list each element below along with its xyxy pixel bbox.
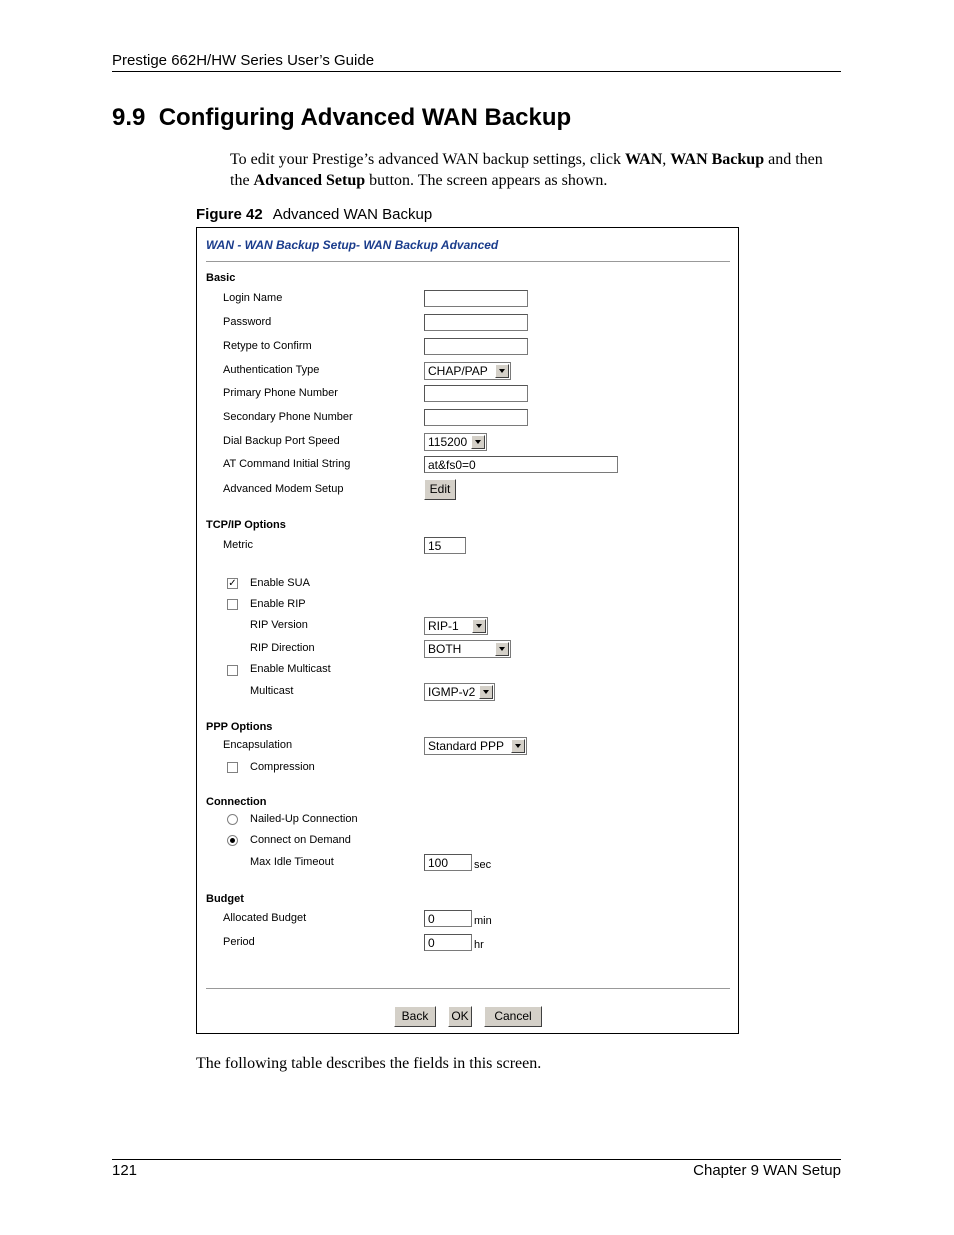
at-command-input[interactable] <box>424 456 618 473</box>
section-number: 9.9 <box>112 104 146 131</box>
multicast-label: Multicast <box>250 685 294 697</box>
edit-modem-button[interactable]: Edit <box>424 479 456 500</box>
encapsulation-value: Standard PPP <box>428 739 505 753</box>
period-input[interactable] <box>424 934 472 951</box>
period-label: Period <box>223 936 255 948</box>
modem-setup-label: Advanced Modem Setup <box>223 483 344 495</box>
rip-version-value: RIP-1 <box>428 619 459 633</box>
outro-paragraph: The following table describes the fields in this screen. <box>196 1055 542 1072</box>
chapter-footer: Chapter 9 WAN Setup <box>693 1162 841 1179</box>
figure-caption <box>196 206 432 223</box>
enable-multicast-label: Enable Multicast <box>250 663 331 675</box>
section-title: Configuring Advanced WAN Backup <box>158 104 572 131</box>
figure-label: Figure 42 <box>196 206 263 223</box>
chevron-down-icon <box>495 642 509 656</box>
figure-caption-text: Advanced WAN Backup <box>272 206 433 223</box>
auth-type-select[interactable] <box>424 362 511 380</box>
chevron-down-icon <box>472 619 486 633</box>
password-input[interactable] <box>424 314 528 331</box>
section-heading <box>112 104 571 132</box>
nailed-up-radio[interactable] <box>227 814 238 825</box>
rip-version-select[interactable] <box>424 617 488 635</box>
intro-text-4: button. The screen appears as shown. <box>365 172 608 189</box>
password-label: Password <box>223 316 272 328</box>
allocated-budget-label: Allocated Budget <box>223 912 307 924</box>
intro-bold-wan-backup: WAN Backup <box>670 151 765 168</box>
retype-password-input[interactable] <box>424 338 528 355</box>
auth-type-label: Authentication Type <box>223 364 320 376</box>
chevron-down-icon <box>495 364 509 378</box>
intro-bold-wan: WAN <box>624 151 663 168</box>
auth-type-value: CHAP/PAP <box>428 364 488 378</box>
chevron-down-icon <box>511 739 525 753</box>
metric-input[interactable] <box>424 537 466 554</box>
intro-paragraph <box>230 149 842 191</box>
port-speed-value: 115200 <box>428 435 468 449</box>
ok-button[interactable]: OK <box>448 1006 472 1027</box>
enable-sua-label: Enable SUA <box>250 577 310 589</box>
compression-checkbox[interactable] <box>227 762 238 773</box>
primary-phone-input[interactable] <box>424 385 528 402</box>
header-rule <box>112 71 841 72</box>
cancel-button[interactable]: Cancel <box>484 1006 542 1027</box>
secondary-phone-label: Secondary Phone Number <box>223 411 353 423</box>
rip-version-label: RIP Version <box>250 619 308 631</box>
intro-text-2: , <box>662 151 671 168</box>
enable-sua-checkbox[interactable]: ✓ <box>228 578 237 589</box>
allocated-budget-unit: min <box>474 915 492 927</box>
primary-phone-label: Primary Phone Number <box>223 387 338 399</box>
period-unit: hr <box>474 939 484 951</box>
page-number: 121 <box>112 1162 138 1179</box>
rip-direction-value: BOTH <box>428 642 462 656</box>
intro-text-3: and then the <box>230 151 823 189</box>
at-command-label: AT Command Initial String <box>223 458 351 470</box>
basic-heading: Basic <box>206 272 236 284</box>
login-name-label: Login Name <box>223 292 283 304</box>
back-button[interactable]: Back <box>394 1006 436 1027</box>
budget-heading: Budget <box>206 893 244 905</box>
screen-title: WAN - WAN Backup Setup- WAN Backup Advanced <box>206 238 499 252</box>
connect-on-demand-label: Connect on Demand <box>250 834 351 846</box>
idle-timeout-input[interactable] <box>424 854 472 871</box>
port-speed-select[interactable] <box>424 433 487 451</box>
running-header: Prestige 662H/HW Series User’s Guide <box>112 52 375 69</box>
buttons-divider <box>206 988 730 989</box>
connect-on-demand-radio[interactable] <box>227 835 238 846</box>
idle-timeout-unit: sec <box>474 859 492 871</box>
login-name-input[interactable] <box>424 290 528 307</box>
chevron-down-icon <box>479 685 493 699</box>
multicast-value: IGMP-v2 <box>428 685 476 699</box>
nailed-up-label: Nailed-Up Connection <box>250 813 358 825</box>
multicast-select[interactable] <box>424 683 495 701</box>
enable-multicast-checkbox[interactable] <box>227 665 238 676</box>
encapsulation-select[interactable] <box>424 737 527 755</box>
compression-label: Compression <box>250 761 315 773</box>
enable-rip-label: Enable RIP <box>250 598 306 610</box>
retype-label: Retype to Confirm <box>223 340 312 352</box>
connection-heading: Connection <box>206 796 267 808</box>
intro-text-1: To edit your Prestige’s advanced WAN backup settings, click <box>230 151 625 168</box>
chevron-down-icon <box>471 435 485 449</box>
title-divider <box>206 261 730 262</box>
enable-rip-checkbox[interactable] <box>227 599 238 610</box>
ppp-heading: PPP Options <box>206 721 273 733</box>
rip-direction-select[interactable] <box>424 640 511 658</box>
idle-timeout-label: Max Idle Timeout <box>250 856 334 868</box>
rip-direction-label: RIP Direction <box>250 642 315 654</box>
encapsulation-label: Encapsulation <box>223 739 293 751</box>
port-speed-label: Dial Backup Port Speed <box>223 435 340 447</box>
metric-label: Metric <box>223 539 253 551</box>
allocated-budget-input[interactable] <box>424 910 472 927</box>
footer-rule <box>112 1159 841 1160</box>
intro-bold-advanced-setup: Advanced Setup <box>253 172 366 189</box>
secondary-phone-input[interactable] <box>424 409 528 426</box>
tcpip-heading: TCP/IP Options <box>206 519 286 531</box>
